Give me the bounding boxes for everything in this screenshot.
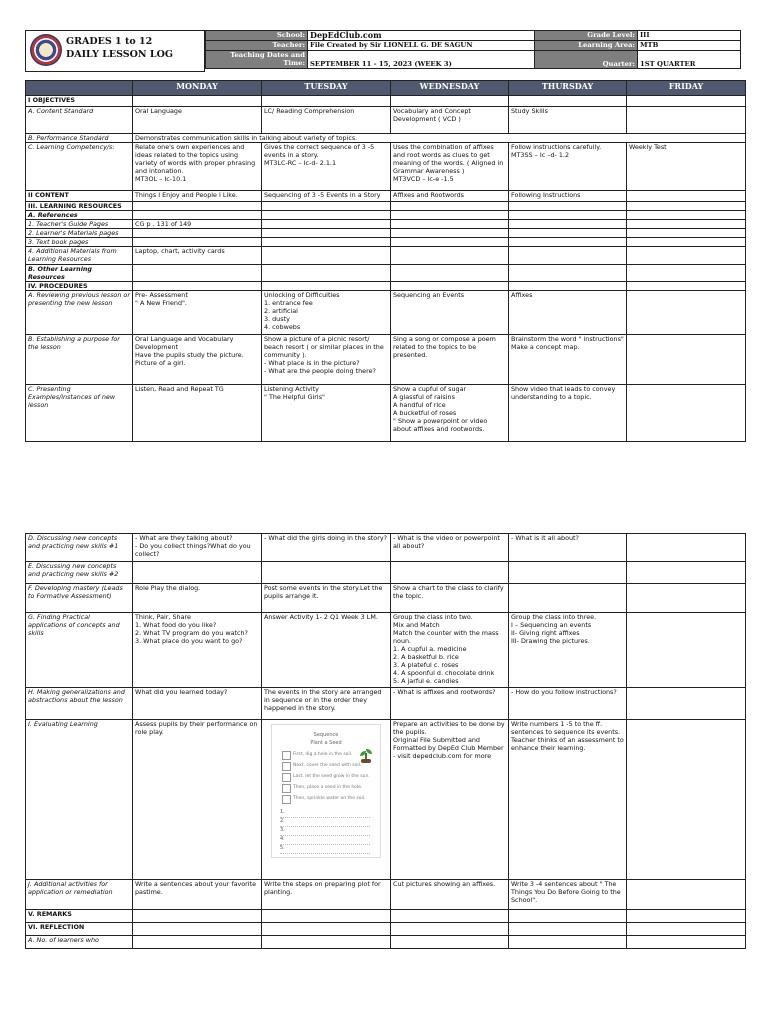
- worksheet-step: [282, 751, 364, 759]
- cell-thursday: [509, 238, 627, 247]
- worksheet-step: [282, 773, 370, 781]
- log-title: GRADES 1 to 12 DAILY LESSON LOG: [66, 36, 173, 60]
- cell-monday: Think, Pair, Share 1. What food do you like? 2. What TV program do you watch? 3. What place do you want to go?: [133, 613, 262, 688]
- cell-monday: Pre- Assessment " A New Friend".: [133, 291, 262, 335]
- cell-friday: [627, 229, 746, 238]
- cell-monday: [133, 910, 262, 923]
- cell-wednesday: [391, 562, 509, 584]
- cell-friday: [627, 335, 746, 385]
- cell-thursday: Group the class into three. I – Sequencing an events II- Giving right affixes III- Drawing the pictures.: [509, 613, 627, 688]
- checkbox-icon: [282, 773, 291, 782]
- cell-friday: [627, 265, 746, 282]
- cell-thursday: Brainstorm the word " instructions" Make a concept map.: [509, 335, 627, 385]
- cell-monday: [133, 923, 262, 936]
- row-label: II CONTENT: [26, 191, 133, 202]
- cell-thursday: [509, 265, 627, 282]
- row-label: A. Reviewing previous lesson or presenting the new lesson: [26, 291, 133, 335]
- cell-monday: Write a sentences about your favorite pastime.: [133, 880, 262, 910]
- answer-line: 4.: [280, 836, 370, 845]
- row-label: B. Performance Standard: [26, 134, 133, 143]
- lesson-log-page2: [25, 533, 745, 949]
- cell-wednesday: Affixes and Rootwords: [391, 191, 509, 202]
- cell-thursday: Write 3 -4 sentences about " The Things You Do Before Going to the School".: [509, 880, 627, 910]
- cell-thursday: [509, 202, 627, 211]
- cell-friday: [627, 238, 746, 247]
- cell-tuesday: Sequencing of 3 -5 Events in a Story: [262, 191, 391, 202]
- lesson-table-page1: [25, 80, 746, 442]
- quarter-value: 1ST QUARTER: [638, 51, 741, 69]
- row-label: D. Discussing new concepts and practicing new skills #1: [26, 534, 133, 562]
- cell-tuesday: [262, 562, 391, 584]
- row-label: I. Evaluating Learning: [26, 720, 133, 880]
- cell-monday: Things I Enjoy and People I Like.: [133, 191, 262, 202]
- cell-friday: [627, 211, 746, 220]
- day-header-row: [26, 81, 746, 96]
- cell-thursday: [509, 96, 627, 107]
- header-logo-block: [25, 30, 205, 72]
- cell-tuesday: [262, 936, 391, 949]
- cell-tuesday: [262, 265, 391, 282]
- school-value: DepEdClub.com: [308, 31, 535, 41]
- row-label: 3. Text book pages: [26, 238, 133, 247]
- table-row: [26, 107, 746, 134]
- day-header-wednesday: WEDNESDAY: [391, 81, 509, 96]
- cell-wednesday: Sing a song or compose a poem related to the topics to be presented.: [391, 335, 509, 385]
- cell-monday: [133, 96, 262, 107]
- cell-monday: Role Play the dialog.: [133, 584, 262, 613]
- quarter-label: Quarter:: [535, 51, 638, 69]
- school-label: School:: [206, 31, 308, 41]
- row-label: J. Additional activities for application or remediation: [26, 880, 133, 910]
- cell-thursday: [509, 247, 627, 265]
- cell-tuesday: [262, 720, 391, 880]
- table-row: [26, 291, 746, 335]
- cell-tuesday: [262, 923, 391, 936]
- day-header-tuesday: TUESDAY: [262, 81, 391, 96]
- cell-monday: [133, 562, 262, 584]
- cell-wednesday: [391, 247, 509, 265]
- cell-friday: [627, 107, 746, 134]
- cell-tuesday: [262, 910, 391, 923]
- table-row: [26, 385, 746, 442]
- table-row: [26, 211, 746, 220]
- cell-wednesday: Vocabulary and Concept Development ( VCD ): [391, 107, 509, 134]
- cell-tuesday: Show a picture of a picnic resort/ beach resort ( or similar places in the community ). - What place is in the picture? - What are the people doing there?: [262, 335, 391, 385]
- day-header-blank: [26, 81, 133, 96]
- cell-monday: Assess pupils by their performance on role play.: [133, 720, 262, 880]
- grade-label: Grade Level:: [535, 31, 638, 41]
- cell-wednesday: [391, 96, 509, 107]
- cell-friday: [627, 534, 746, 562]
- cell-thursday: Following Instructions: [509, 191, 627, 202]
- cell-monday: [133, 211, 262, 220]
- cell-monday: [133, 202, 262, 211]
- row-label: VI. REFLECTION: [26, 923, 133, 936]
- checkbox-icon: [282, 751, 291, 760]
- cell-friday: [627, 880, 746, 910]
- teacher-value: File Created by Sir LIONELL G. DE SAGUN: [308, 41, 535, 51]
- row-label: G. Finding Practical applications of concepts and skills: [26, 613, 133, 688]
- cell-tuesday: [262, 96, 391, 107]
- row-label: A. Content Standard: [26, 107, 133, 134]
- grade-value: III: [638, 31, 741, 41]
- day-header-friday: FRIDAY: [627, 81, 746, 96]
- lesson-table-page2: [25, 533, 746, 949]
- cell-monday: Oral Language: [133, 107, 262, 134]
- cell-tuesday: [262, 247, 391, 265]
- cell-friday: [627, 720, 746, 880]
- row-label: C. Presenting Examples/instances of new lesson: [26, 385, 133, 442]
- cell-monday: [133, 229, 262, 238]
- cell-friday: [627, 282, 746, 291]
- cell-wednesday: [391, 202, 509, 211]
- worksheet-title: Sequence: [313, 732, 339, 738]
- worksheet-answer-lines: [280, 809, 370, 854]
- cell-tuesday: [262, 220, 391, 229]
- cell-friday: [627, 247, 746, 265]
- header-info-table: [205, 30, 741, 69]
- cell-tuesday: Unlocking of Difficulties 1. entrance fee 2. artificial 3. dusty 4. cobwebs: [262, 291, 391, 335]
- cell-monday: - What are they talking about? - Do you collect things?What do you collect?: [133, 534, 262, 562]
- cell-tuesday: Listening Activity " The Helpful Girls": [262, 385, 391, 442]
- cell-wednesday: [391, 923, 509, 936]
- table-row: [26, 534, 746, 562]
- cell-tuesday: Post some events in the story.Let the pupils arrange it.: [262, 584, 391, 613]
- cell-wednesday: Prepare an activities to be done by the pupils. Original File Submitted and Formatted by DepEd Club Member - visit depedclub.com for more: [391, 720, 509, 880]
- row-label: 1. Teacher's Guide Pages: [26, 220, 133, 229]
- table-row: [26, 688, 746, 720]
- cell-monday: Oral Language and Vocabulary Development Have the pupils study the picture. Picture of a girl.: [133, 335, 262, 385]
- worksheet-step-text: Last, let the seed grow in the sun.: [293, 774, 370, 779]
- row-label: F. Developing mastery (Leads to Formative Assessment): [26, 584, 133, 613]
- area-label: Learning Area:: [535, 41, 638, 51]
- cell-friday: [627, 936, 746, 949]
- row-label: I OBJECTIVES: [26, 96, 133, 107]
- cell-friday: [627, 96, 746, 107]
- cell-monday: [133, 936, 262, 949]
- cell-wednesday: [391, 211, 509, 220]
- cell-friday: [627, 613, 746, 688]
- cell-wednesday: - What is the video or powerpoint all about?: [391, 534, 509, 562]
- cell-wednesday: Show a chart to the class to clarify the topic.: [391, 584, 509, 613]
- cell-wednesday: - What is affixes and rootwords?: [391, 688, 509, 720]
- cell-thursday: Affixes: [509, 291, 627, 335]
- answer-line: 1.: [280, 809, 370, 818]
- cell-thursday: - How do you follow instructions?: [509, 688, 627, 720]
- table-row: [26, 923, 746, 936]
- table-row: [26, 202, 746, 211]
- cell-thursday: [509, 910, 627, 923]
- cell-monday: [133, 265, 262, 282]
- cell-thursday: Write numbers 1 -5 to the ff. sentences to sequence its events. Teacher thinks of an assessment to enhance their learning.: [509, 720, 627, 880]
- cell-thursday: - What is it all about?: [509, 534, 627, 562]
- cell-friday: Weekly Test: [627, 143, 746, 191]
- cell-tuesday: - What did the girls doing in the story?: [262, 534, 391, 562]
- row-label: 4. Additional Materials from Learning Resources: [26, 247, 133, 265]
- cell-tuesday: Write the steps on preparing plot for planting.: [262, 880, 391, 910]
- table-row: [26, 613, 746, 688]
- cell-wednesday: Show a cupful of sugar A glassful of raisins A handful of rice A bucketful of roses " Show a powerpoint or video about affixes and rootwords.: [391, 385, 509, 442]
- cell-monday: Relate one's own experiences and ideas related to the topics using variety of words with proper phrasing and intonation. MT3OL – Ic-10.1: [133, 143, 262, 191]
- cell-thursday: [509, 220, 627, 229]
- row-label: H. Making generalizations and abstractions about the lesson: [26, 688, 133, 720]
- cell-friday: [627, 202, 746, 211]
- table-row: [26, 96, 746, 107]
- area-value: MTB: [638, 41, 741, 51]
- row-label: E. Discussing new concepts and practicing new skills #2: [26, 562, 133, 584]
- cell-friday: [627, 910, 746, 923]
- row-span-cell: Demonstrates communication skills in talking about variety of topics.: [133, 134, 746, 143]
- cell-monday: [133, 238, 262, 247]
- answer-line: 5.: [280, 845, 370, 854]
- worksheet-step: [282, 784, 364, 792]
- table-row: [26, 247, 746, 265]
- cell-friday: [627, 385, 746, 442]
- teacher-label: Teacher:: [206, 41, 308, 51]
- answer-line: 3.: [280, 827, 370, 836]
- cell-thursday: [509, 229, 627, 238]
- cell-friday: [627, 191, 746, 202]
- table-row: [26, 229, 746, 238]
- cell-friday: [627, 923, 746, 936]
- table-row: [26, 282, 746, 291]
- cell-tuesday: Answer Activity 1- 2 Q1 Week 3 LM.: [262, 613, 391, 688]
- cell-monday: What did you learned today?: [133, 688, 262, 720]
- cell-thursday: Study Skills: [509, 107, 627, 134]
- cell-monday: Laptop, chart, activity cards: [133, 247, 262, 265]
- table-row: [26, 584, 746, 613]
- cell-wednesday: Cut pictures showing an affixes.: [391, 880, 509, 910]
- worksheet-step: [282, 795, 364, 803]
- answer-line: 2.: [280, 818, 370, 827]
- table-row: [26, 134, 746, 143]
- row-label: IV. PROCEDURES: [26, 282, 133, 291]
- table-row: [26, 910, 746, 923]
- cell-thursday: [509, 562, 627, 584]
- row-label: C. Learning Competency/s:: [26, 143, 133, 191]
- checkbox-icon: [282, 762, 291, 771]
- dates-value: SEPTEMBER 11 - 15, 2023 (WEEK 3): [308, 51, 535, 69]
- cell-friday: [627, 220, 746, 229]
- cell-wednesday: [391, 265, 509, 282]
- cell-tuesday: [262, 211, 391, 220]
- cell-tuesday: [262, 282, 391, 291]
- cell-tuesday: The events in the story are arranged in sequence or in the order they happened in the story.: [262, 688, 391, 720]
- table-row: [26, 220, 746, 229]
- row-label: B. Other Learning Resources: [26, 265, 133, 282]
- cell-wednesday: [391, 936, 509, 949]
- cell-monday: CG p . 131 of 149: [133, 220, 262, 229]
- deped-seal-icon: [30, 34, 62, 66]
- cell-wednesday: Uses the combination of affixes and root words as clues to get meaning of the words. ( Aligned in Grammar Awareness ) MT3VCD – Ic-e -1.5: [391, 143, 509, 191]
- table-row: [26, 880, 746, 910]
- cell-tuesday: [262, 229, 391, 238]
- cell-friday: [627, 584, 746, 613]
- cell-tuesday: [262, 202, 391, 211]
- table-row: [26, 143, 746, 191]
- cell-wednesday: Sequencing an Events: [391, 291, 509, 335]
- row-label: A. References: [26, 211, 133, 220]
- day-header-monday: MONDAY: [133, 81, 262, 96]
- table-row: [26, 265, 746, 282]
- cell-wednesday: [391, 229, 509, 238]
- cell-thursday: Show video that leads to convey understanding to a topic.: [509, 385, 627, 442]
- cell-thursday: [509, 584, 627, 613]
- cell-friday: [627, 688, 746, 720]
- table-row: [26, 191, 746, 202]
- checkbox-icon: [282, 784, 291, 793]
- worksheet-step-text: First, dig a hole in the soil.: [293, 752, 353, 757]
- table-row: [26, 238, 746, 247]
- cell-monday: [133, 282, 262, 291]
- cell-thursday: Follow instructions carefully. MT3SS – Ic –d- 1.2: [509, 143, 627, 191]
- cell-wednesday: [391, 910, 509, 923]
- cell-thursday: [509, 923, 627, 936]
- cell-wednesday: [391, 238, 509, 247]
- cell-monday: Listen, Read and Repeat TG: [133, 385, 262, 442]
- cell-thursday: [509, 211, 627, 220]
- row-label: B. Establishing a purpose for the lesson: [26, 335, 133, 385]
- row-label: A. No. of learners who: [26, 936, 133, 949]
- cell-tuesday: Gives the correct sequence of 3 -5 events in a story. MT3LC-RC – Ic-d- 2.1.1: [262, 143, 391, 191]
- table-row: [26, 720, 746, 880]
- table-row: [26, 335, 746, 385]
- cell-tuesday: LC/ Reading Comprehension: [262, 107, 391, 134]
- cell-tuesday: [262, 238, 391, 247]
- row-label: V. REMARKS: [26, 910, 133, 923]
- table-row: [26, 562, 746, 584]
- checkbox-icon: [282, 795, 291, 804]
- worksheet-subtitle: Plant a Seed: [310, 740, 342, 746]
- table-row: [26, 936, 746, 949]
- row-label: 2. Learner's Materials pages: [26, 229, 133, 238]
- worksheet-step: [282, 762, 364, 770]
- lesson-log-page1: [25, 80, 745, 442]
- cell-friday: [627, 291, 746, 335]
- cell-wednesday: [391, 220, 509, 229]
- worksheet-step-text: Then, sprinkle water on the soil.: [293, 796, 366, 801]
- worksheet-step-text: Then, place a seed in the hole.: [293, 785, 363, 790]
- cell-wednesday: [391, 282, 509, 291]
- sequence-worksheet-image: [271, 724, 381, 858]
- row-label: III. LEARNING RESOURCES: [26, 202, 133, 211]
- dates-label: Teaching Dates and Time:: [206, 51, 308, 69]
- day-header-thursday: THURSDAY: [509, 81, 627, 96]
- cell-friday: [627, 562, 746, 584]
- cell-thursday: [509, 936, 627, 949]
- worksheet-step-text: Next, cover the seed with soil.: [293, 763, 362, 768]
- cell-thursday: [509, 282, 627, 291]
- cell-wednesday: Group the class into two. Mix and Match Match the counter with the mass noun. 1. A cupful a. medicine 2. A basketful b. rice 3. A plateful c. roses 4. A spoonful d. chocolate drink 5. A jarful e. candies: [391, 613, 509, 688]
